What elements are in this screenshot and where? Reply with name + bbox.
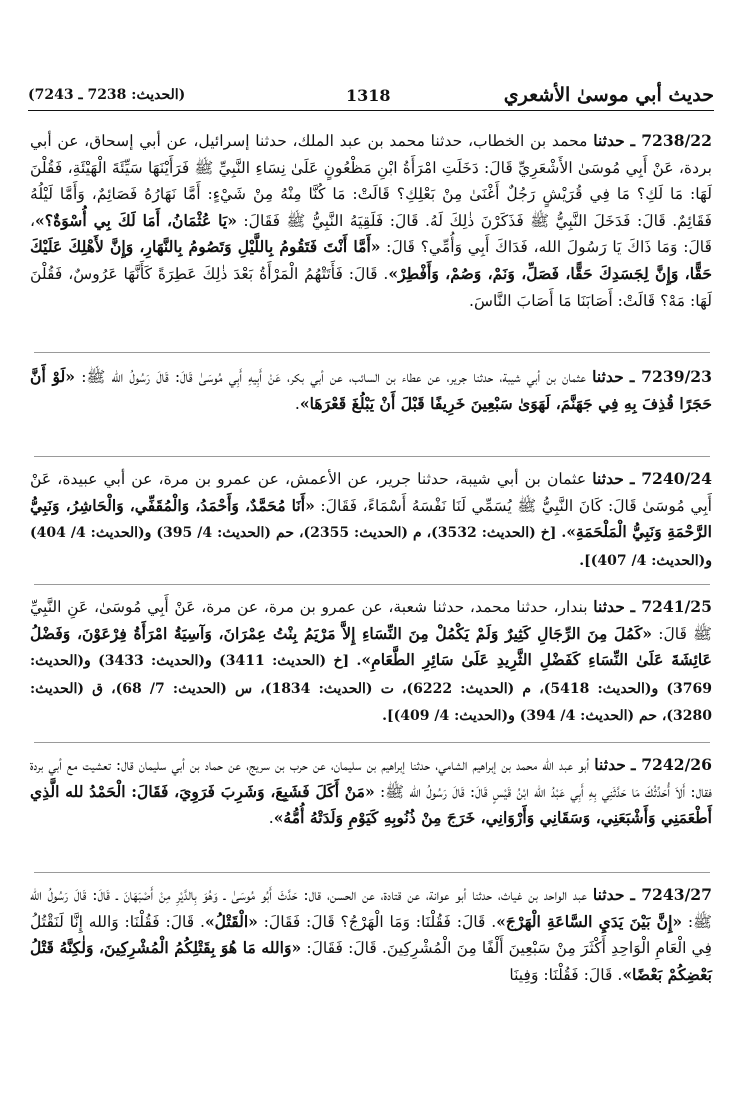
prophetic-quote: «أَنَا مُحَمَّدٌ، وَأَحْمَدُ، وَالْمُقَفِّي، وَالْحَاشِرُ، وَنَبِيُّ الرَّحْمَةِ وَنَبِيُّ الْمَلْحَمَةِ» bbox=[30, 495, 712, 542]
hadith-text: . قَالَ: فَقُلْنَا: وَمَا الْهَرْجُ؟ قَالَ: فَقَالَ: bbox=[257, 912, 497, 931]
hadith-lead: حدثنا bbox=[592, 469, 624, 488]
hadith-7242 bbox=[30, 752, 712, 832]
hadith-text: . قَالَ: فَقُلْنَا: وَفِينَا bbox=[509, 965, 623, 984]
hadith-divider bbox=[34, 872, 710, 873]
prophetic-quote: «لَوْ أَنَّ حَجَرًا قُذِفَ بِهِ فِي جَهَنَّمَ، لَهَوَىٰ سَبْعِينَ خَرِيفًا قَبْلَ أَنْ يَبْلُغَ قَعْرَهَا» bbox=[30, 367, 712, 413]
hadith-lead: حدثنا bbox=[593, 131, 625, 150]
hadith-text: . bbox=[294, 394, 300, 413]
hadith-lead: حدثنا bbox=[594, 755, 626, 774]
prophetic-quote: «وَالله مَا هُوَ بِقَتْلِكُمُ الْمُشْرِكِينَ، وَلٰكِنَّهُ قَتْلُ بَعْضِكُمْ بَعْضًا» bbox=[30, 938, 712, 984]
page-number: 1318 bbox=[346, 86, 391, 105]
hadith-text: ، قَالَ: وَمَا ذَاكَ يَا رَسُولَ الله، فَدَاكَ أَبِي وَأُمِّي؟ قَالَ: bbox=[30, 211, 712, 257]
page-header bbox=[28, 84, 714, 111]
hadith-7238 bbox=[30, 128, 712, 314]
hadith-text: . bbox=[268, 809, 274, 828]
prophetic-quote: «الْقَتْلُ» bbox=[204, 911, 258, 931]
hadith-text: أبو عبد الله محمد بن إبراهيم الشامي، حدثنا إبراهيم بن سليمان، عن حرب بن سريج، عن حماد بن أبي سليمان قال: تعشيت مع أبي بردة فقال: أَلاَ أُحَدِّثُكَ مَا حَدَّثَنِي بِهِ أَبِي عَبْدُ الله ابْنُ قَيْسٍ قَالَ: قَالَ رَسُولُ الله ﷺ: bbox=[30, 756, 712, 801]
hadith-divider bbox=[34, 742, 710, 743]
hadith-range: (الحديث: 7238 ـ 7243) bbox=[28, 87, 186, 103]
hadith-lead: حدثنا bbox=[592, 367, 624, 386]
hadith-number: 7243/27 ـ bbox=[630, 885, 712, 904]
hadith-lead: حدثنا bbox=[592, 885, 625, 904]
hadith-divider bbox=[34, 352, 710, 353]
source-references: . [خ (الحديث: 3532)، م (الحديث: 2355)، حم (الحديث: 4/ 395) و(الحديث: 4/ 404) و(الحديث: 4/ 407)]. bbox=[30, 525, 712, 569]
hadith-text: بندار، حدثنا محمد، حدثنا شعبة، عن عمرو بن مرة، عن مرة، عَنْ أَبِي مُوسَىٰ، عَنِ النَّبِيِّ ﷺ قَالَ: bbox=[30, 598, 712, 643]
prophetic-quote: «مَنْ أَكَلَ فَشَبِعَ، وَشَرِبَ فَرَوِيَ، فَقَالَ: الْحَمْدُ لله الَّذِي أَطْعَمَنِي وَأَشْبَعَنِي، وَسَقَانِي وَأَرْوَانِي، خَرَجَ مِنْ ذُنُوبِهِ كَيَوْمِ وَلَدَتْهُ أُمُّهُ» bbox=[30, 781, 712, 828]
hadith-7243 bbox=[30, 882, 712, 988]
prophetic-quote: «يَا عُثْمَانُ، أَمَا لَكَ بِي أُسْوَةٌ؟» bbox=[35, 210, 237, 230]
hadith-lead: حدثنا bbox=[593, 597, 625, 616]
hadith-text: . قَالَ: فَقُلْنَا: وَالله إِنَّا لَنَقْتُلُ فِي الْعَامِ الْوَاحِدِ أَكْثَرَ مِنْ سَبْعِينَ أَلْفًا مِنَ الْمُشْرِكِينَ. قَالَ: فَقَالَ: bbox=[30, 912, 712, 958]
prophetic-quote: «كَمُلَ مِنَ الرِّجَالِ كَثِيرٌ وَلَمْ يَكْمُلْ مِنَ النِّسَاءِ إِلاَّ مَرْيَمُ بِنْتُ عِمْرَانَ، وَآسِيَةُ امْرَأَةُ فِرْعَوْنَ، وَفَضْلُ عَائِشَةَ عَلَىٰ النِّسَاءِ كَفَضْلِ الثَّرِيدِ عَلَىٰ سَائِرِ الطَّعَامِ» bbox=[30, 623, 712, 670]
prophetic-quote: «أَمَّا أَنْتَ فَتَقُومُ بِاللَّيْلِ وَتَصُومُ بِالنَّهَارِ، وَإِنَّ لأَهْلِكَ عَلَيْكَ حَقًّا، وَإِنَّ لِجَسَدِكَ حَقًّا، فَصَلِّ، وَنَمْ، وَصُمْ، وَأَفْطِرْ» bbox=[30, 237, 712, 283]
hadith-number: 7238/22 ـ bbox=[630, 131, 712, 150]
hadith-divider bbox=[34, 456, 710, 457]
hadith-text: عثمان بن أبي شيبة، حدثنا جرير، عن الأعمش، عن عمرو بن مرة، عن أبي عبيدة، عَنْ أَبِي مُوسَىٰ قَالَ: كَانَ النَّبِيُّ ﷺ يُسَمِّي لَنَا نَفْسَهُ أَسْمَاءً، فَقَالَ: bbox=[30, 470, 712, 515]
hadith-text: . قَالَ: فَأَتَتْهُمُ الْمَرْأَةُ بَعْدَ ذٰلِكَ عَطِرَةً كَأَنَّهَا عَرُوسٌ، فَقُلْنَ لَهَا: مَهْ؟ قَالَتْ: أَصَابَنَا مَا أَصَابَ النَّاسَ. bbox=[30, 264, 712, 310]
running-title: حديث أبي موسىٰ الأشعري bbox=[503, 84, 714, 106]
hadith-divider bbox=[34, 584, 710, 585]
hadith-number: 7240/24 ـ bbox=[630, 469, 712, 488]
hadith-7240 bbox=[30, 466, 712, 574]
hadith-text: عبد الواحد بن غياث، حدثنا أبو عوانة، عن قتادة، عن الحسن، قال: حَدَّثَ أَبُو مُوسَىٰ ـ وَهُوَ بِالدَّيْرِ مِنْ أَصْبَهَانَ ـ قَالَ: قَالَ رَسُولُ الله ﷺ: bbox=[30, 886, 712, 931]
hadith-text: عثمان بن أبي شيبة، حدثنا جرير، عن عطاء بن السائب، عن أبي بكر، عَنْ أَبِيهِ أَبِي مُوسَىٰ قَالَ: قَالَ رَسُولُ الله ﷺ: bbox=[75, 368, 586, 386]
hadith-number: 7239/23 ـ bbox=[629, 367, 712, 386]
prophetic-quote: «إِنَّ بَيْنَ يَدَيِ السَّاعَةِ الْهَرْجَ» bbox=[496, 911, 683, 931]
hadith-number: 7242/26 ـ bbox=[631, 755, 712, 774]
source-references: . [خ (الحديث: 3411) و(الحديث: 3433) و(الحديث: 3769) و(الحديث: 5418)، م (الحديث: 6222)، ت (الحديث: 1834)، س (الحديث: 7/ 68)، ق (الحديث: 3280)، حم (الحديث: 4/ 394) و(الحديث: 4/ 409)]. bbox=[30, 653, 712, 725]
hadith-number: 7241/25 ـ bbox=[630, 597, 712, 616]
hadith-text: محمد بن الخطاب، حدثنا محمد بن عبد الملك، حدثنا إسرائيل، عن أبي إسحاق، عن أبي بردة، عَنْ أَبِي مُوسَىٰ الأَشْعَرِيِّ قَالَ: دَخَلَتِ امْرَأَةُ ابْنِ مَظْعُونٍ عَلَىٰ نِسَاءِ النَّبِيِّ ﷺ فَرَأَيْنَهَا سَيِّئَةَ الْهَيْئَةِ، فَقُلْنَ لَهَا: مَا لَكِ؟ مَا فِي قُرَيْشٍ رَجُلٌ أَغْنَىٰ مِنْ بَعْلِكِ؟ قَالَتْ: مَا كُنَّا مِنْهُ مِنْ شَيْءٍ: أَمَّا نَهَارُهُ فَصَائِمٌ، وَأَمَّا لَيْلُهُ فَقَائِمٌ. قَالَ: فَدَخَلَ النَّبِيُّ ﷺ فَذَكَرْنَ ذٰلِكَ لَهُ. قَالَ: فَلَقِيَهُ النَّبِيُّ ﷺ فَقَالَ: bbox=[30, 132, 713, 230]
hadith-7241 bbox=[30, 594, 712, 730]
hadith-7239 bbox=[30, 364, 712, 417]
